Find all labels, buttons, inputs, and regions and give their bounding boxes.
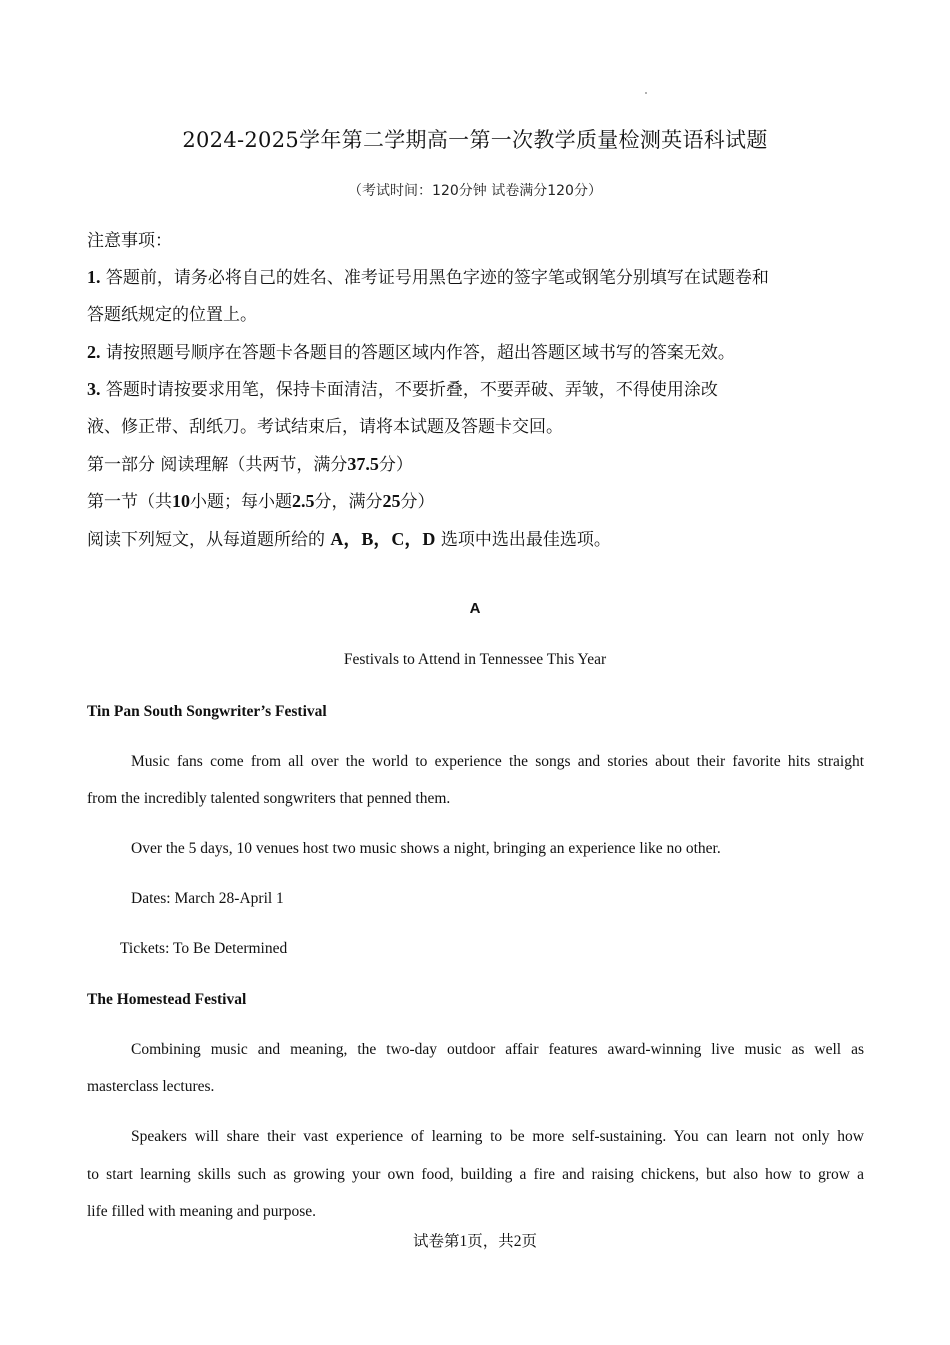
note-item-2-number: 2. bbox=[87, 342, 101, 362]
instruction-options: A，B，C，D bbox=[330, 529, 436, 549]
instruction-prefix: 阅读下列短文，从每道题所给的 bbox=[87, 530, 325, 550]
festival-2-para-2-line-3: life filled with meaning and purpose. bbox=[87, 1203, 316, 1220]
part-one-score: 37.5 bbox=[347, 454, 379, 474]
section-one-points-each: 2.5 bbox=[292, 491, 315, 511]
note-item-1-line-2: 答题纸规定的位置上。 bbox=[87, 305, 257, 325]
festival-2-para-1-line-1: Combining music and meaning, the two-day outdoor affair features award-winning live music as well as bbox=[131, 1041, 864, 1058]
note-item-2-text: 请按照题号顺序在答题卡各题目的答题区域内作答，超出答题区域书写的答案无效。 bbox=[105, 343, 735, 363]
festival-1-dates: Dates: March 28-April 1 bbox=[131, 890, 284, 907]
note-item-1-line-1 bbox=[87, 263, 769, 288]
part-one-suffix: 分） bbox=[378, 455, 413, 475]
section-one-question-count: 10 bbox=[172, 491, 190, 511]
note-item-1-number: 1. bbox=[87, 267, 101, 287]
section-one-points-total: 25 bbox=[382, 491, 401, 511]
instruction-suffix: 选项中选出最佳选项。 bbox=[440, 530, 611, 550]
festival-2-para-1-line-2: masterclass lectures. bbox=[87, 1078, 215, 1095]
festival-2-name: The Homestead Festival bbox=[87, 991, 247, 1008]
notes-heading: 注意事项： bbox=[87, 231, 172, 251]
exam-time-info: （考试时间：120分钟 试卷满分120分） bbox=[348, 183, 602, 199]
festival-2-para-2-line-2: to start learning skills such as growing your own food, building a fire and raising chickens, but also how to grow a bbox=[87, 1166, 864, 1183]
section-one-text-4: 分） bbox=[400, 492, 435, 512]
festival-1-para-2: Over the 5 days, 10 venues host two music shows a night, bringing an experience like no other. bbox=[131, 840, 721, 857]
festival-1-name: Tin Pan South Songwriter’s Festival bbox=[87, 703, 327, 720]
part-one-heading bbox=[87, 450, 413, 475]
note-item-3-line-2: 液、修正带、刮纸刀。考试结束后，请将本试题及答题卡交回。 bbox=[87, 417, 563, 437]
note-item-3-text: 答题时请按要求用笔，保持卡面清洁，不要折叠，不要弄破、弄皱，不得使用涂改 bbox=[105, 380, 718, 400]
part-one-prefix: 第一部分 阅读理解（共两节，满分 bbox=[87, 455, 348, 475]
note-item-1-text: 答题前，请务必将自己的姓名、准考证号用黑色字迹的签字笔或钢笔分别填写在试题卷和 bbox=[105, 268, 769, 288]
festival-2-para-2-line-1: Speakers will share their vast experience of learning to be more self-sustaining. You can learn not only how bbox=[131, 1128, 864, 1145]
section-one-text-1: 第一节（共 bbox=[87, 492, 172, 512]
festival-1-tickets: Tickets: To Be Determined bbox=[120, 940, 288, 957]
passage-title: Festivals to Attend in Tennessee This Year bbox=[343, 651, 607, 668]
note-item-3-line-1 bbox=[87, 375, 718, 400]
section-one-text-3: 分，满分 bbox=[314, 492, 383, 512]
page-title: 2024-2025学年第二学期高一第一次教学质量检测英语科试题 bbox=[182, 128, 768, 152]
passage-label: A bbox=[469, 600, 481, 617]
section-one-text-2: 小题；每小题 bbox=[190, 492, 292, 512]
page-footer: 试卷第1页，共2页 bbox=[412, 1233, 537, 1250]
reading-instruction bbox=[87, 525, 611, 551]
festival-1-para-1-line-1: Music fans come from all over the world to experience the songs and stories about their favorite hits straight bbox=[131, 753, 864, 770]
section-one-heading bbox=[87, 487, 435, 512]
festival-1-para-1-line-2: from the incredibly talented songwriters that penned them. bbox=[87, 790, 451, 807]
note-item-2 bbox=[87, 338, 735, 363]
scan-speck bbox=[645, 92, 647, 94]
note-item-3-number: 3. bbox=[87, 379, 101, 399]
